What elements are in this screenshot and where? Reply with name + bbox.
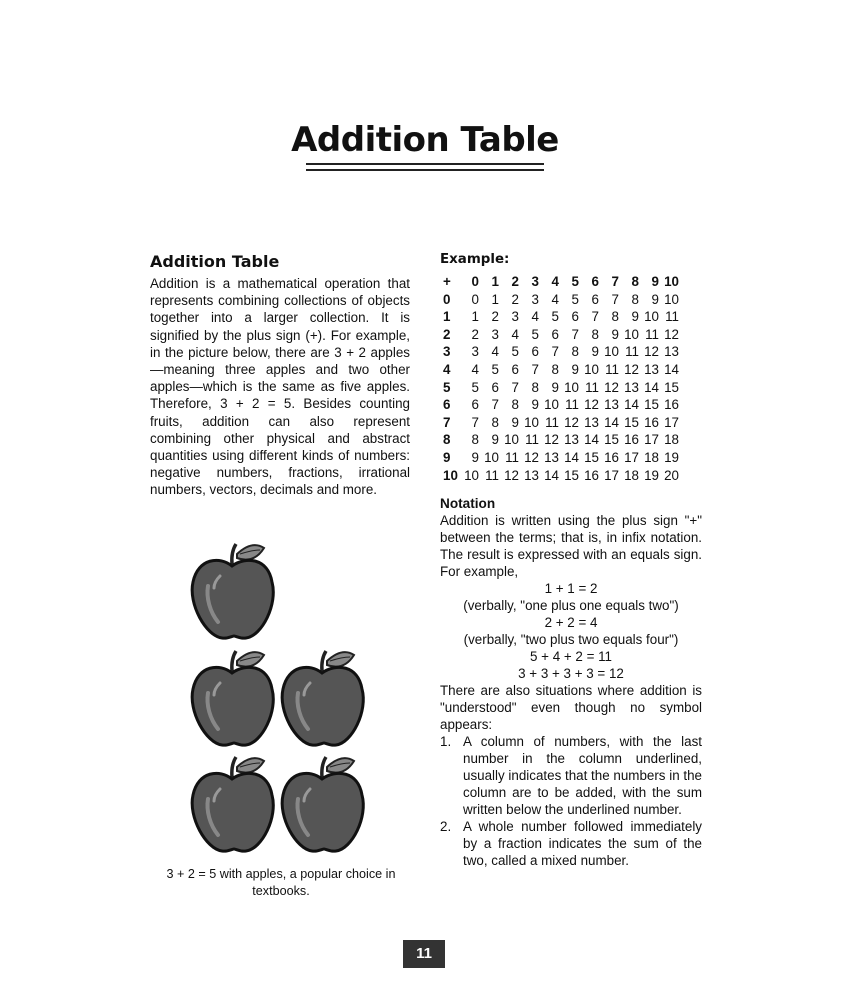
table-cell: 9 xyxy=(491,432,499,448)
table-cell: 17 xyxy=(604,467,619,483)
table-row xyxy=(443,449,679,467)
equation-4: 3 + 3 + 3 + 3 = 12 xyxy=(518,666,624,682)
title-rule-bottom xyxy=(306,169,544,171)
table-cell: 9 xyxy=(551,379,559,395)
table-cell: 14 xyxy=(624,397,639,413)
table-cell: 4 xyxy=(551,291,559,307)
table-cell: 13 xyxy=(624,379,639,395)
table-cell: 10 xyxy=(584,361,599,377)
table-cell: 10 xyxy=(664,291,679,307)
figure-caption: 3 + 2 = 5 with apples, a popular choice in textbooks. xyxy=(166,867,396,898)
table-cell: 10 xyxy=(624,326,639,342)
table-cell: 8 xyxy=(631,291,639,307)
table-cell: 14 xyxy=(664,361,679,377)
table-cell: 11 xyxy=(565,397,579,413)
table-cell: 12 xyxy=(584,397,599,413)
table-cell: 12 xyxy=(624,361,639,377)
table-cell: 7 xyxy=(571,326,579,342)
table-cell: 13 xyxy=(644,361,659,377)
table-cell: 5 xyxy=(511,344,519,360)
example-heading: Example: xyxy=(440,252,510,267)
table-row xyxy=(443,361,679,379)
table-cell: 12 xyxy=(504,467,519,483)
table-cell: 1 xyxy=(471,309,479,325)
table-cell: 11 xyxy=(645,326,659,342)
table-cell: 10 xyxy=(604,344,619,360)
section-heading: Addition Table xyxy=(150,252,280,271)
table-row xyxy=(443,379,679,397)
table-cell: 19 xyxy=(644,467,659,483)
table-row xyxy=(443,396,679,414)
table-cell: 19 xyxy=(664,449,679,465)
table-cell: 3 xyxy=(531,291,539,307)
table-cell: 3 xyxy=(471,344,479,360)
table-cell: 15 xyxy=(664,379,679,395)
page-number: 11 xyxy=(403,940,445,968)
table-header-cell: 6 xyxy=(591,274,599,289)
table-cell: 14 xyxy=(544,467,559,483)
table-cell: 8 xyxy=(491,414,499,430)
table-header-cell: 1 xyxy=(491,274,499,289)
table-cell: 4 xyxy=(511,326,519,342)
table-cell: 8 xyxy=(551,361,559,377)
table-cell: 16 xyxy=(624,432,639,448)
table-row-header: 10 xyxy=(443,467,458,483)
equation-2-verbal: (verbally, "two plus two equals four") xyxy=(463,632,679,648)
table-cell: 15 xyxy=(564,467,579,483)
table-cell: 16 xyxy=(584,467,599,483)
apple-icon xyxy=(192,544,273,638)
situations-text: There are also situations where addition is "understood" even though no symbol appears: xyxy=(440,683,702,733)
table-cell: 12 xyxy=(644,344,659,360)
table-cell: 7 xyxy=(531,361,539,377)
notation-text: Addition is written using the plus sign "+" between the terms; that is, in infix notation. The result is expressed with an equals sign. For example, xyxy=(440,513,702,580)
list-item xyxy=(440,818,702,869)
table-cell: 15 xyxy=(644,397,659,413)
table-cell: 11 xyxy=(605,361,619,377)
table-cell: 8 xyxy=(591,326,599,342)
table-cell: 12 xyxy=(664,326,679,342)
table-row xyxy=(443,343,679,361)
table-cell: 20 xyxy=(664,467,679,483)
table-cell: 4 xyxy=(471,361,479,377)
table-cell: 2 xyxy=(491,309,499,325)
table-cell: 14 xyxy=(584,432,599,448)
table-cell: 6 xyxy=(571,309,579,325)
table-row xyxy=(443,431,679,449)
table-row-header: 9 xyxy=(443,449,451,465)
table-cell: 10 xyxy=(464,467,479,483)
table-cell: 11 xyxy=(485,467,499,483)
table-header-cell: 8 xyxy=(631,274,639,289)
table-header-cell: 10 xyxy=(664,274,679,289)
table-cell: 8 xyxy=(571,344,579,360)
table-header-row xyxy=(443,273,679,291)
table-header-cell: 0 xyxy=(471,274,479,289)
table-corner-cell: + xyxy=(443,274,451,289)
left-column xyxy=(150,252,410,499)
table-cell: 17 xyxy=(644,432,659,448)
table-row xyxy=(443,326,679,344)
table-header-cell: 2 xyxy=(511,274,519,289)
table-cell: 7 xyxy=(591,309,599,325)
table-cell: 12 xyxy=(524,449,539,465)
table-row-header: 3 xyxy=(443,344,451,360)
table-row-header: 7 xyxy=(443,414,451,430)
table-cell: 10 xyxy=(564,379,579,395)
table-header-cell: 3 xyxy=(531,274,539,289)
table-cell: 10 xyxy=(484,449,499,465)
table-cell: 5 xyxy=(571,291,579,307)
right-column xyxy=(440,252,702,869)
list-item-text: A whole number followed immediately by a fraction indicates the sum of the two, called a mixed number. xyxy=(463,819,702,869)
table-cell: 9 xyxy=(591,344,599,360)
apple-icon xyxy=(282,651,363,745)
table-row-header: 8 xyxy=(443,432,451,448)
apple-icon xyxy=(192,757,273,851)
table-header-cell: 7 xyxy=(611,274,619,289)
table-cell: 13 xyxy=(524,467,539,483)
table-cell: 10 xyxy=(544,397,559,413)
table-row xyxy=(443,308,679,326)
table-cell: 18 xyxy=(644,449,659,465)
table-cell: 15 xyxy=(584,449,599,465)
intro-paragraph: Addition is a mathematical operation that represents combining collections of objects together into a larger collection. It is signified by the plus sign (+). For example, in the picture below, there are 3 + 2 apples—meaning three apples and two other apples—which is the same as five apples. Therefore, 3 + 2 = 5. Besides counting fruits, addition can also represent combining other physical and abstract quantities using different kinds of numbers: negative numbers, fractions, irrational numbers, vectors, decimals and more. xyxy=(150,276,410,498)
table-cell: 8 xyxy=(471,432,479,448)
table-cell: 8 xyxy=(531,379,539,395)
table-header-cell: 5 xyxy=(571,274,579,289)
table-cell: 9 xyxy=(631,309,639,325)
table-cell: 6 xyxy=(591,291,599,307)
table-cell: 12 xyxy=(544,432,559,448)
table-cell: 9 xyxy=(571,361,579,377)
table-cell: 13 xyxy=(544,449,559,465)
table-cell: 9 xyxy=(651,291,659,307)
table-row-header: 2 xyxy=(443,326,451,342)
table-cell: 7 xyxy=(491,397,499,413)
table-cell: 13 xyxy=(664,344,679,360)
table-cell: 3 xyxy=(511,309,519,325)
table-cell: 7 xyxy=(551,344,559,360)
table-cell: 16 xyxy=(664,397,679,413)
table-cell: 11 xyxy=(505,449,519,465)
table-cell: 14 xyxy=(564,449,579,465)
table-cell: 5 xyxy=(491,361,499,377)
table-cell: 15 xyxy=(624,414,639,430)
list-item-number: 2. xyxy=(440,819,452,835)
table-cell: 6 xyxy=(511,361,519,377)
table-cell: 13 xyxy=(604,397,619,413)
equation-2: 2 + 2 = 4 xyxy=(544,615,598,631)
table-cell: 4 xyxy=(531,309,539,325)
table-cell: 0 xyxy=(471,291,479,307)
table-cell: 13 xyxy=(584,414,599,430)
table-cell: 6 xyxy=(531,344,539,360)
table-cell: 5 xyxy=(531,326,539,342)
table-cell: 18 xyxy=(664,432,679,448)
addition-table xyxy=(443,273,679,484)
table-cell: 11 xyxy=(525,432,539,448)
table-cell: 7 xyxy=(611,291,619,307)
notation-heading: Notation xyxy=(440,496,496,512)
table-cell: 9 xyxy=(611,326,619,342)
table-cell: 3 xyxy=(491,326,499,342)
table-header-cell: 9 xyxy=(651,274,659,289)
list-item xyxy=(440,733,702,818)
table-cell: 11 xyxy=(545,414,559,430)
table-row-header: 4 xyxy=(443,361,451,377)
table-cell: 12 xyxy=(604,379,619,395)
table-cell: 7 xyxy=(471,414,479,430)
table-cell: 14 xyxy=(644,379,659,395)
table-cell: 10 xyxy=(504,432,519,448)
table-cell: 4 xyxy=(491,344,499,360)
table-cell: 12 xyxy=(564,414,579,430)
equation-1-verbal: (verbally, "one plus one equals two") xyxy=(463,598,679,614)
table-cell: 7 xyxy=(511,379,519,395)
table-row-header: 0 xyxy=(443,291,451,307)
table-cell: 5 xyxy=(551,309,559,325)
table-cell: 1 xyxy=(491,291,499,307)
table-row-header: 5 xyxy=(443,379,451,395)
table-cell: 8 xyxy=(511,397,519,413)
title-rule-top xyxy=(306,163,544,165)
table-cell: 6 xyxy=(471,397,479,413)
table-cell: 16 xyxy=(604,449,619,465)
situations-list xyxy=(440,733,702,869)
table-cell: 13 xyxy=(564,432,579,448)
table-row xyxy=(443,414,679,432)
apple-icon xyxy=(282,757,363,851)
table-cell: 18 xyxy=(624,467,639,483)
table-cell: 9 xyxy=(531,397,539,413)
table-header-cell: 4 xyxy=(551,274,559,289)
table-cell: 11 xyxy=(625,344,639,360)
table-cell: 5 xyxy=(471,379,479,395)
table-cell: 16 xyxy=(644,414,659,430)
page-title: Addition Table xyxy=(291,120,559,160)
table-cell: 11 xyxy=(585,379,599,395)
table-cell: 2 xyxy=(471,326,479,342)
table-cell: 2 xyxy=(511,291,519,307)
table-row-header: 6 xyxy=(443,397,451,413)
table-cell: 11 xyxy=(665,309,679,325)
table-row-header: 1 xyxy=(443,309,451,325)
table-cell: 17 xyxy=(664,414,679,430)
equation-3: 5 + 4 + 2 = 11 xyxy=(529,649,613,665)
table-row xyxy=(443,467,679,485)
table-cell: 10 xyxy=(524,414,539,430)
table-cell: 6 xyxy=(491,379,499,395)
table-cell: 15 xyxy=(604,432,619,448)
list-item-text: A column of numbers, with the last number in the column underlined, usually indicates that the numbers in the column are to be added, with the sum written below the underlined number. xyxy=(463,734,702,818)
table-cell: 10 xyxy=(644,309,659,325)
table-cell: 6 xyxy=(551,326,559,342)
table-cell: 14 xyxy=(604,414,619,430)
equation-1: 1 + 1 = 2 xyxy=(544,581,598,597)
list-item-number: 1. xyxy=(440,734,452,750)
table-row xyxy=(443,291,679,309)
apple-icon xyxy=(192,651,273,745)
table-cell: 9 xyxy=(511,414,519,430)
table-cell: 17 xyxy=(624,449,639,465)
apples-figure xyxy=(180,535,380,865)
table-cell: 9 xyxy=(471,449,479,465)
table-cell: 8 xyxy=(611,309,619,325)
